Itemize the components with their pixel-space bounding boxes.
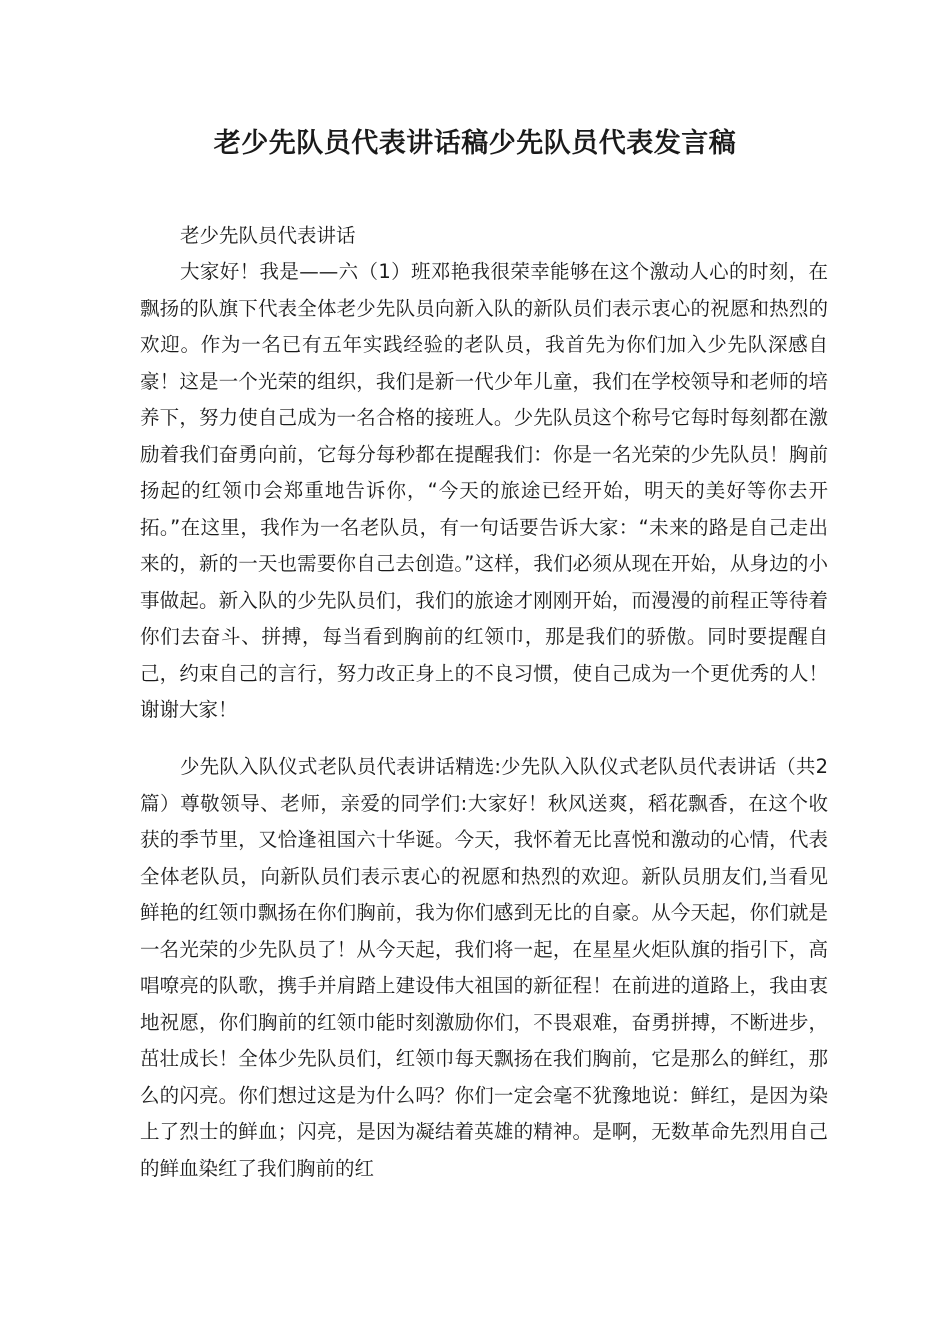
document-title: 老少先队员代表讲话稿少先队员代表发言稿 bbox=[213, 128, 737, 159]
section-heading: 老少先队员代表讲话 bbox=[180, 224, 356, 247]
paragraph-2: 少先队入队仪式老队员代表讲话精选:少先队入队仪式老队员代表讲话（共2篇）尊敬领导、老师，亲爱的同学们:大家好！秋风送爽，稻花飘香，在这个收获的季节里，又恰逢祖国六十华诞。今天，我怀着无比喜悦和激动的心情，代表全体老队员，向新队员们表示衷心的祝愿和热烈的欢迎。新队员朋友们,当看见鲜艳的红领巾飘扬在你们胸前，我为你们感到无比的自豪。从今天起，你们就是一名光荣的少先队员了！从今天起，我们将一起，在星星火炬队旗的指引下，高唱嘹亮的队歌，携手并肩踏上建设伟大祖国的新征程！在前进的道路上，我由衷地祝愿，你们胸前的红领巾能时刻激励你们，不畏艰难，奋勇拼搏，不断进步，茁壮成长！全体少先队员们，红领巾每天飘扬在我们胸前，它是那么的鲜红，那么的闪亮。你们想过这是为什么吗？你们一定会毫不犹豫地说：鲜红，是因为染上了烈士的鲜血；闪亮，是因为凝结着英雄的精神。是啊，无数革命先烈用自己的鲜血染红了我们胸前的红 bbox=[140, 755, 828, 1180]
paragraph-1: 大家好！我是——六（1）班邓艳我很荣幸能够在这个激动人心的时刻，在飘扬的队旗下代表全体老少先队员向新入队的新队员们表示衷心的祝愿和热烈的欢迎。作为一名已有五年实践经验的老队员，我首先为你们加入少先队深感自豪！这是一个光荣的组织，我们是新一代少年儿童，我们在学校领导和老师的培养下，努力使自己成为一名合格的接班人。少先队员这个称号它每时每刻都在激励着我们奋勇向前，它每分每秒都在提醒我们：你是一名光荣的少先队员！胸前扬起的红领巾会郑重地告诉你，“今天的旅途已经开始，明天的美好等你去开拓。”在这里，我作为一名老队员，有一句话要告诉大家：“未来的路是自己走出来的，新的一天也需要你自己去创造。”这样，我们必须从现在开始，从身边的小事做起。新入队的少先队员们，我们的旅途才刚刚开始，而漫漫的前程正等待着你们去奋斗、拼搏，每当看到胸前的红领巾，那是我们的骄傲。同时要提醒自己，约束自己的言行，努力改正身上的不良习惯，使自己成为一个更优秀的人！谢谢大家！ bbox=[140, 260, 828, 721]
